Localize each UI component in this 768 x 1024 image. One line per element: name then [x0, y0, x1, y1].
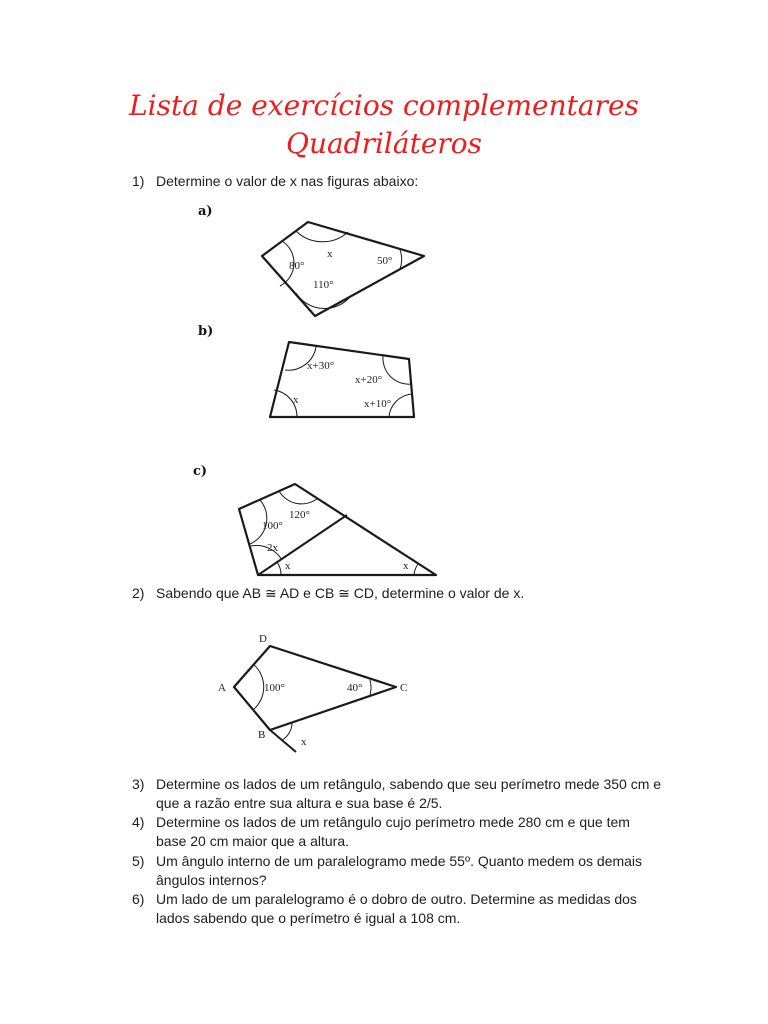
question-3: [132, 775, 662, 813]
question-text: Um lado de um paralelogramo é o dobro de outro. Determine as medidas dos lados sabendo que o perímetro é igual a 108 cm.: [156, 891, 637, 926]
question-number: 4): [132, 814, 145, 830]
angle-label-x: x: [293, 394, 299, 406]
vertex-label-b: B: [258, 729, 266, 741]
title-line-1: Lista de exercícios complementares: [129, 89, 639, 122]
angle-label-100: 100°: [264, 682, 285, 694]
question-number: 1): [132, 173, 145, 189]
angle-label-50: 50°: [377, 255, 393, 267]
vertex-label-a: A: [218, 682, 226, 694]
angle-label-x-plus-10: x+10°: [364, 398, 392, 410]
question-number: 5): [132, 853, 145, 869]
question-number: 3): [132, 776, 145, 792]
angle-label-x-right: x: [403, 560, 409, 572]
figure-b-label: b): [198, 324, 214, 339]
angle-label-x: x: [301, 736, 307, 748]
question-4: [132, 813, 662, 851]
angle-label-100: 100°: [262, 520, 283, 532]
question-number: 6): [132, 891, 145, 907]
angle-label-x-left: x: [285, 560, 291, 572]
question-5: [132, 852, 662, 890]
question-text: Determine o valor de x nas figuras abaixo:: [156, 173, 419, 189]
figure-c-label: c): [193, 464, 208, 479]
angle-label-x-plus-30: x+30°: [307, 360, 335, 372]
question-text: Sabendo que AB ≅ AD e CB ≅ CD, determine o valor de x.: [156, 585, 525, 601]
figure-a-label: a): [198, 204, 213, 219]
question-number: 2): [132, 585, 145, 601]
question-6: [132, 890, 662, 928]
vertex-label-d: D: [259, 633, 267, 645]
question-text: Um ângulo interno de um paralelogramo mede 55º. Quanto medem os demais ângulos internos?: [156, 853, 643, 888]
angle-label-2x: 2x: [267, 542, 278, 554]
angle-label-x: x: [327, 248, 333, 260]
angle-label-80: 80°: [289, 260, 305, 272]
angle-label-110: 110°: [313, 279, 334, 291]
angle-label-120: 120°: [289, 509, 310, 521]
vertex-label-c: C: [400, 682, 408, 694]
question-text: Determine os lados de um retângulo cujo perímetro mede 280 cm e que tem base 20 cm maior que a altura.: [156, 814, 630, 849]
title-line-2: Quadriláteros: [285, 127, 483, 160]
angle-label-40: 40°: [347, 682, 363, 694]
angle-label-x-plus-20: x+20°: [355, 374, 383, 386]
question-text: Determine os lados de um retângulo, sabendo que seu perímetro mede 350 cm e que a razão entre sua altura e sua base é 2/5.: [156, 776, 662, 811]
